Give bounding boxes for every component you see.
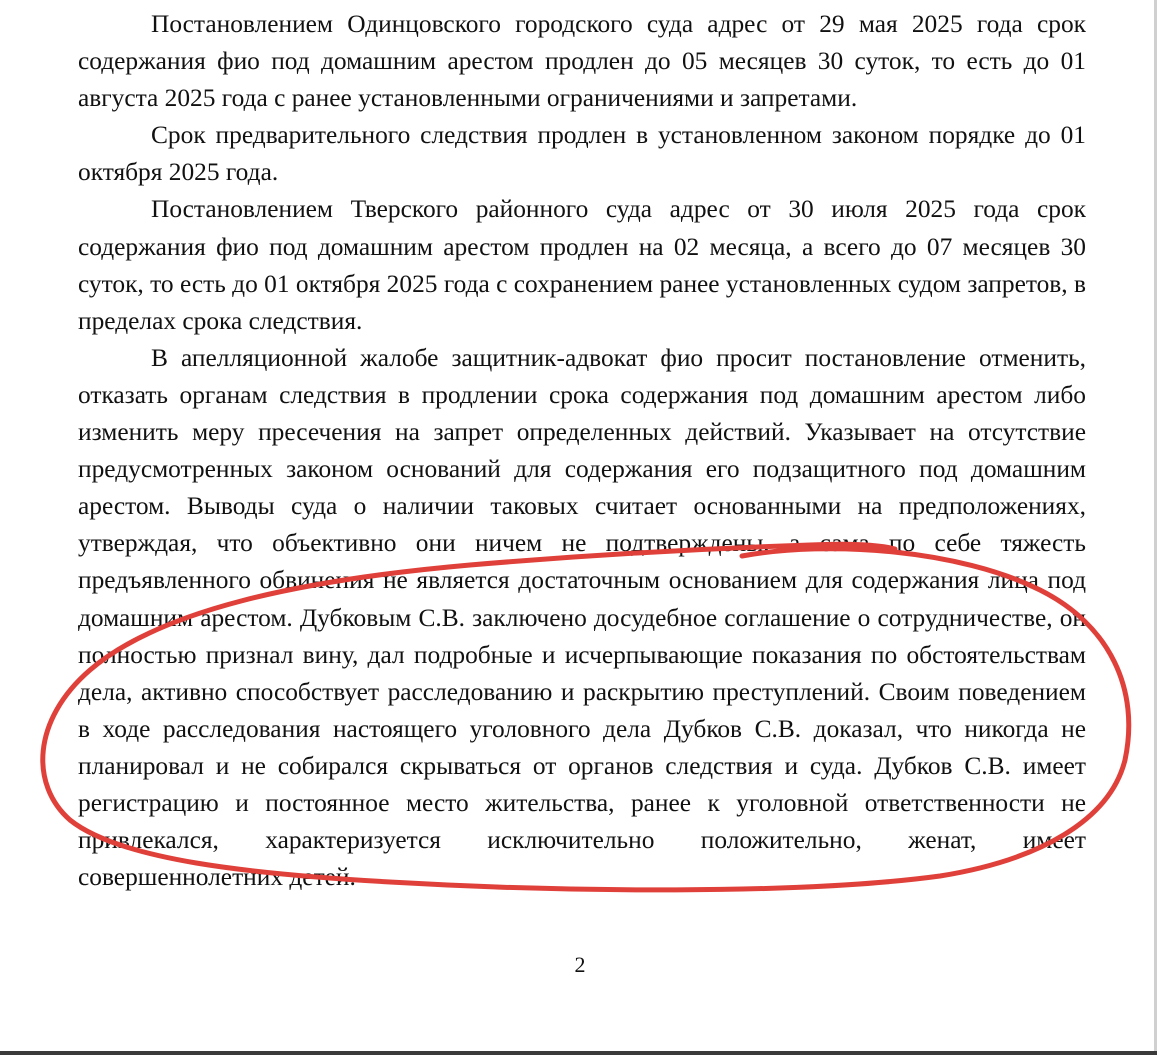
paragraph-tverskoy-ruling: Постановлением Тверского районного суда адрес от 30 июля 2025 года срок содержания фио под домашним арестом продлен на 02 месяца, а всего до 07 месяцев 30 суток, то есть до 01 октября 2025 года с сохранением ранее установленных судом запретов, в пределах срока следствия. <box>78 195 1086 335</box>
document-body <box>78 6 1086 896</box>
screenshot-edge-bottom <box>0 1051 1157 1055</box>
paragraph-odintsovo-ruling: Постановлением Одинцовского городского суда адрес от 29 мая 2025 года срок содержания фио под домашним арестом продлен до 05 месяцев 30 суток, то есть до 01 августа 2025 года с ранее установленными ограничениями и запретами. <box>78 10 1086 113</box>
cropped-previous-line <box>150 0 370 4</box>
paragraph-investigation-term: Срок предварительного следствия продлен в установленном законом порядке до 01 октября 2025 года. <box>78 121 1086 187</box>
page-number: 2 <box>574 952 586 977</box>
paragraph-appeal-complaint: В апелляционной жалобе защитник-адвокат фио просит постановление отменить, отказать органам следствия в продлении срока содержания под домашним арестом либо изменить меру пресечения на запрет определенных действий. Указывает на отсутствие предусмотренных законом оснований для содержания его подзащитного под домашним арестом. Выводы суда о наличии таковых считает основанными на предположениях, утверждая, что объективно они ничем не подтверждены, а сама по себе тяжесть предъявленного обвинения не является достаточным основанием для содержания лица под домашним арестом. Дубковым С.В. заключено досудебное соглашение о сотрудничестве, он полностью признал вину, дал подробные и исчерпывающие показания по обстоятельствам дела, активно способствует расследованию и раскрытию преступлений. Своим поведением в ходе расследования настоящего уголовного дела Дубков С.В. доказал, что никогда не планировал и не собирался скрываться от органов следствия и суда. Дубков С.В. имеет регистрацию и постоянное место жительства, ранее к уголовной ответственности не привлекался, характеризуется исключительно положительно, женат, имеет совершеннолетних детей. <box>78 343 1086 892</box>
